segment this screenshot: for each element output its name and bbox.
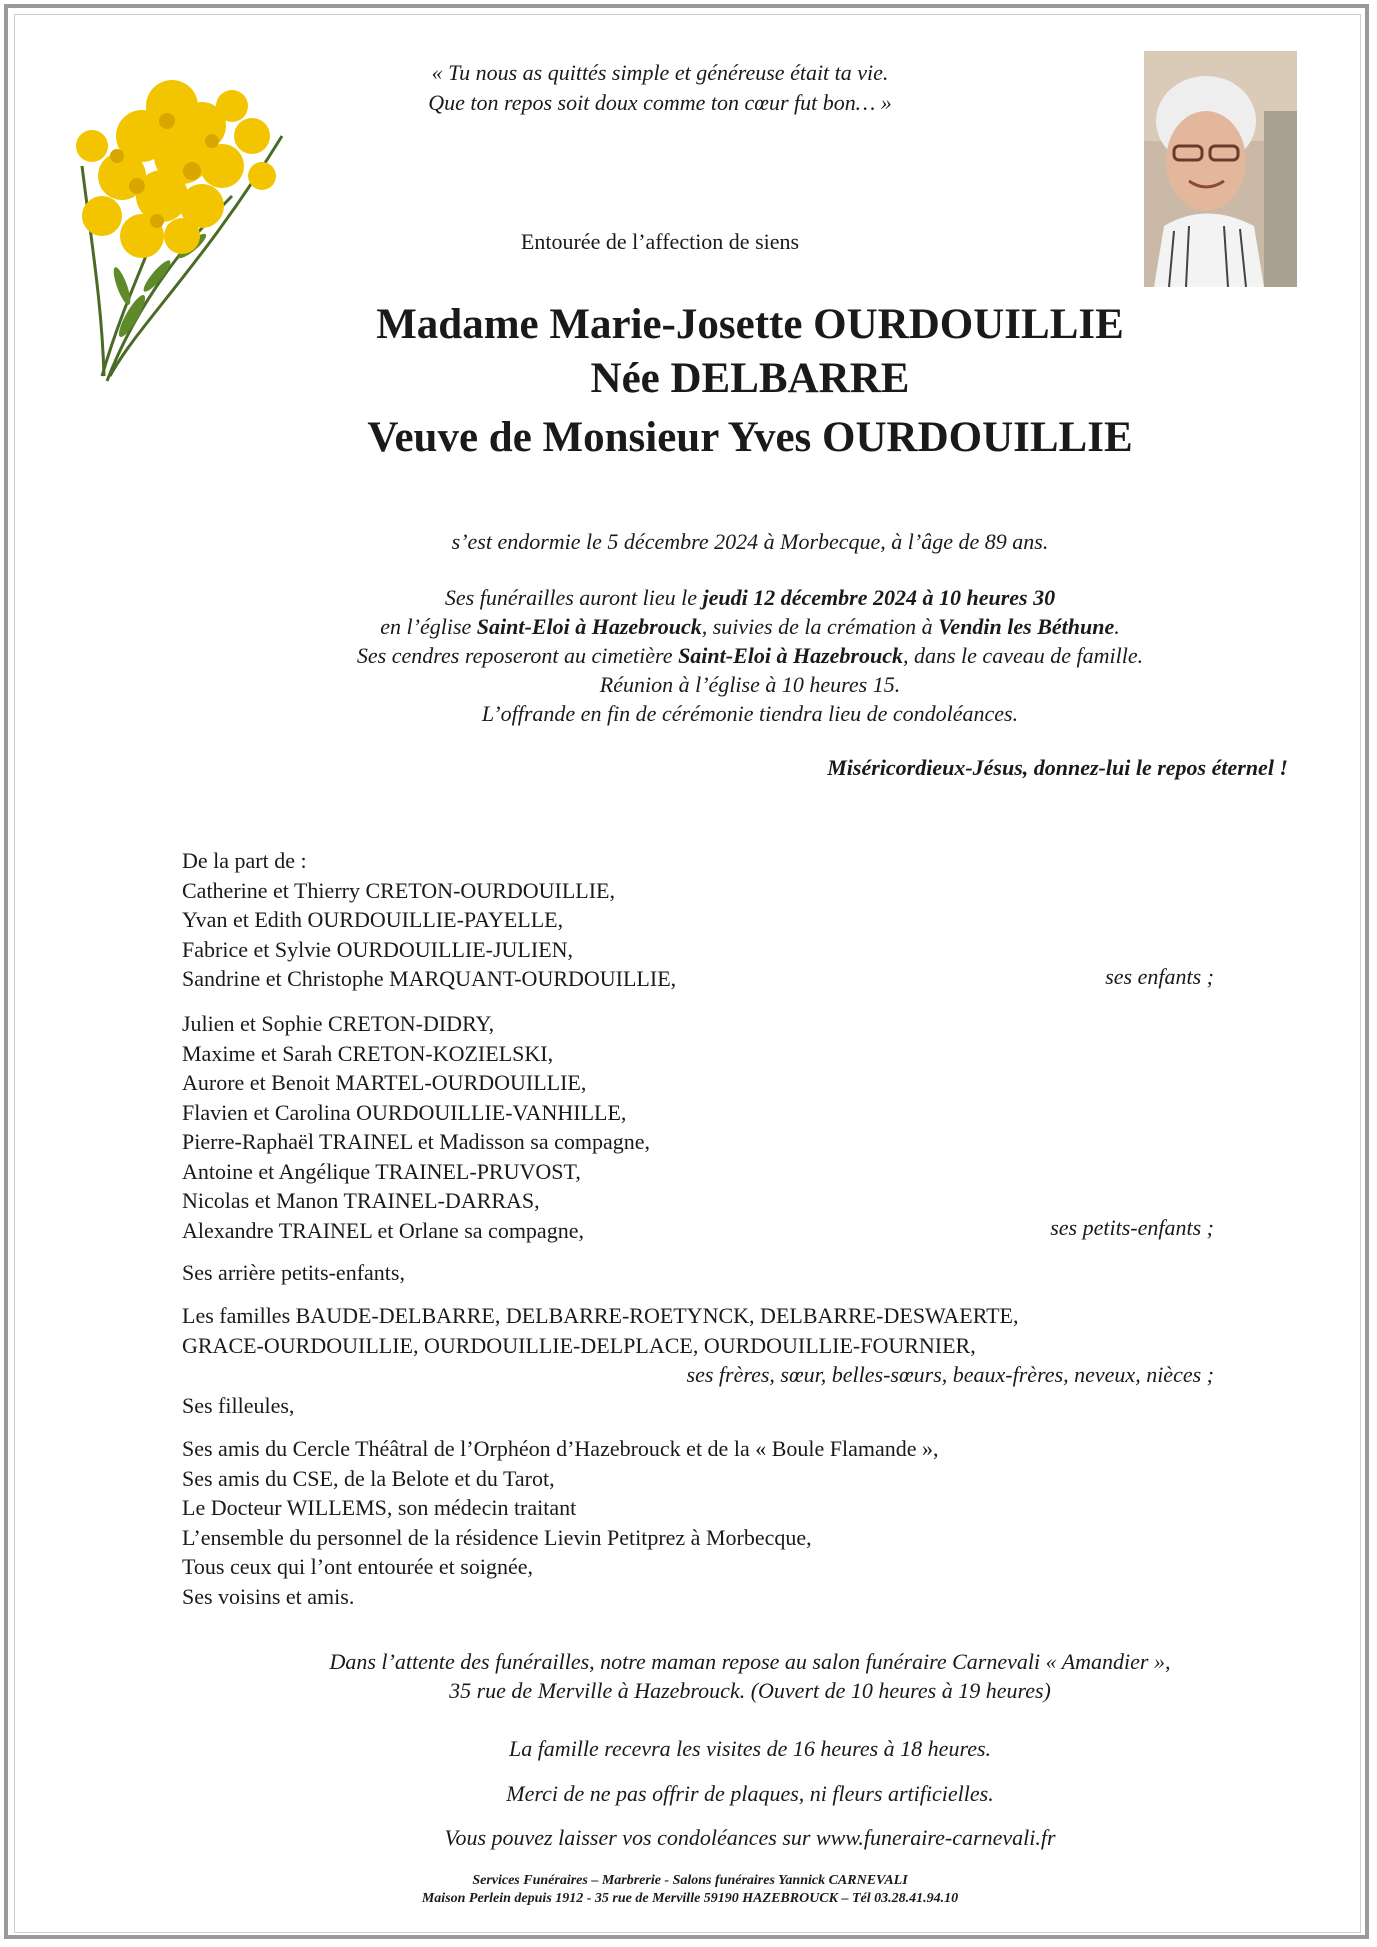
- condolences-text: Vous pouvez laisser vos condoléances sur www.funeraire-carnevali.fr: [444, 1825, 1056, 1850]
- funeral-text: .: [1114, 614, 1120, 639]
- quote-line: Que ton repos soit doux comme ton cœur fut bon… »: [428, 90, 892, 115]
- mimosa-blossoms: [76, 80, 276, 258]
- great-grandchildren: Ses arrière petits-enfants,: [182, 1260, 405, 1285]
- funeral-line-5: L’offrande en fin de cérémonie tiendra lieu de condoléances.: [481, 701, 1019, 726]
- list-item: Antoine et Angélique TRAINEL-PRUVOST,: [182, 1158, 581, 1184]
- list-item: Ses voisins et amis.: [182, 1583, 355, 1609]
- funeral-date: jeudi 12 décembre 2024 à 10 heures 30: [702, 585, 1056, 610]
- funeral-text: Ses funérailles auront lieu le: [444, 585, 703, 610]
- list-item: Julien et Sophie CRETON-DIDRY,: [182, 1011, 495, 1036]
- families-list: [182, 1301, 1018, 1360]
- deceased-name: Madame Marie-Josette OURDOUILLIE: [376, 301, 1124, 348]
- intro-label: De la part de :: [182, 848, 307, 873]
- list-item: Pierre-Raphaël TRAINEL et Madisson sa compagne,: [182, 1129, 650, 1154]
- salon-line: Dans l’attente des funérailles, notre maman repose au salon funéraire Carnevali « Amandier »,: [329, 1649, 1171, 1674]
- funeral-line-4: Réunion à l’église à 10 heures 15.: [599, 672, 901, 697]
- footer-line: Services Funéraires – Marbrerie - Salons funéraires Yannick CARNEVALI: [472, 1873, 908, 1888]
- prayer-text: Miséricordieux-Jésus, donnez-lui le repos éternel !: [827, 755, 1288, 780]
- list-item: Ses amis du Cercle Théâtral de l’Orphéon d’Hazebrouck et de la « Boule Flamande »,: [182, 1436, 939, 1461]
- portrait-image-icon: [1144, 51, 1297, 287]
- list-item: Flavien et Carolina OURDOUILLIE-VANHILLE,: [182, 1099, 627, 1125]
- salon-info: [150, 1647, 1350, 1705]
- entouree-text: Entourée de l’affection de siens: [520, 229, 800, 254]
- death-notice: s’est endormie le 5 décembre 2024 à Morbecque, à l’âge de 89 ans.: [451, 529, 1049, 554]
- list-item: Le Docteur WILLEMS, son médecin traitant: [182, 1495, 577, 1520]
- goddaughters: Ses filleules,: [182, 1393, 295, 1418]
- list-item: Catherine et Thierry CRETON-OURDOUILLIE,: [182, 877, 615, 903]
- maiden-name: Née DELBARRE: [590, 355, 910, 402]
- funeral-details: [150, 583, 1350, 728]
- cemetery-name: Saint-Eloi à Hazebrouck: [678, 643, 903, 668]
- funeral-text: , suivies de la crémation à: [701, 614, 939, 639]
- list-item: Aurore et Benoit MARTEL-OURDOUILLIE,: [182, 1070, 587, 1095]
- funeral-text: Ses cendres reposeront au cimetière: [356, 643, 679, 668]
- siblings-label: ses frères, sœur, belles-sœurs, beaux-frères, neveux, nièces ;: [686, 1362, 1214, 1387]
- quote-line: « Tu nous as quittés simple et généreuse était ta vie.: [431, 60, 889, 85]
- grandchildren-label: ses petits-enfants ;: [1050, 1215, 1214, 1240]
- funeral-text: , dans le caveau de famille.: [902, 643, 1144, 668]
- quote-block: [300, 58, 1020, 118]
- list-item: Nicolas et Manon TRAINEL-DARRAS,: [182, 1188, 540, 1213]
- list-item: Ses amis du CSE, de la Belote et du Tarot,: [182, 1465, 555, 1491]
- funeral-line-3: [150, 641, 1350, 670]
- family-list: [182, 846, 676, 994]
- salon-line: 35 rue de Merville à Hazebrouck. (Ouvert de 10 heures à 19 heures): [449, 1678, 1051, 1703]
- footer: [300, 1872, 1080, 1908]
- grandchildren-list: [182, 1009, 650, 1245]
- children-label: ses enfants ;: [1105, 964, 1214, 989]
- visits-text: La famille recevra les visites de 16 heures à 18 heures.: [508, 1736, 992, 1761]
- list-item: Fabrice et Sylvie OURDOUILLIE-JULIEN,: [182, 936, 574, 962]
- list-item: GRACE-OURDOUILLIE, OURDOUILLIE-DELPLACE, OURDOUILLIE-FOURNIER,: [182, 1332, 976, 1358]
- funeral-line-1: [150, 583, 1350, 612]
- list-item: Maxime et Sarah CRETON-KOZIELSKI,: [182, 1040, 554, 1066]
- list-item: Alexandre TRAINEL et Orlane sa compagne,: [182, 1217, 584, 1243]
- widow-of: Veuve de Monsieur Yves OURDOUILLIE: [367, 414, 1133, 461]
- list-item: L’ensemble du personnel de la résidence Lievin Petitprez à Morbecque,: [182, 1524, 812, 1550]
- cremation-place: Vendin les Béthune: [938, 614, 1115, 639]
- list-item: Tous ceux qui l’ont entourée et soignée,: [182, 1554, 533, 1579]
- footer-line: Maison Perlein depuis 1912 - 35 rue de Merville 59190 HAZEBROUCK – Tél 03.28.41.94.10: [421, 1891, 959, 1906]
- portrait-photo: [1144, 51, 1297, 287]
- list-item: Yvan et Edith OURDOUILLIE-PAYELLE,: [182, 907, 564, 932]
- funeral-text: en l’église: [380, 614, 477, 639]
- church-name: Saint-Eloi à Hazebrouck: [476, 614, 702, 639]
- friends-list: [182, 1434, 939, 1611]
- funeral-line-2: [150, 612, 1350, 641]
- no-flowers-text: Merci de ne pas offrir de plaques, ni fleurs artificielles.: [506, 1781, 994, 1806]
- list-item: Sandrine et Christophe MARQUANT-OURDOUILLIE,: [182, 966, 677, 991]
- list-item: Les familles BAUDE-DELBARRE, DELBARRE-ROETYNCK, DELBARRE-DESWAERTE,: [182, 1303, 1019, 1328]
